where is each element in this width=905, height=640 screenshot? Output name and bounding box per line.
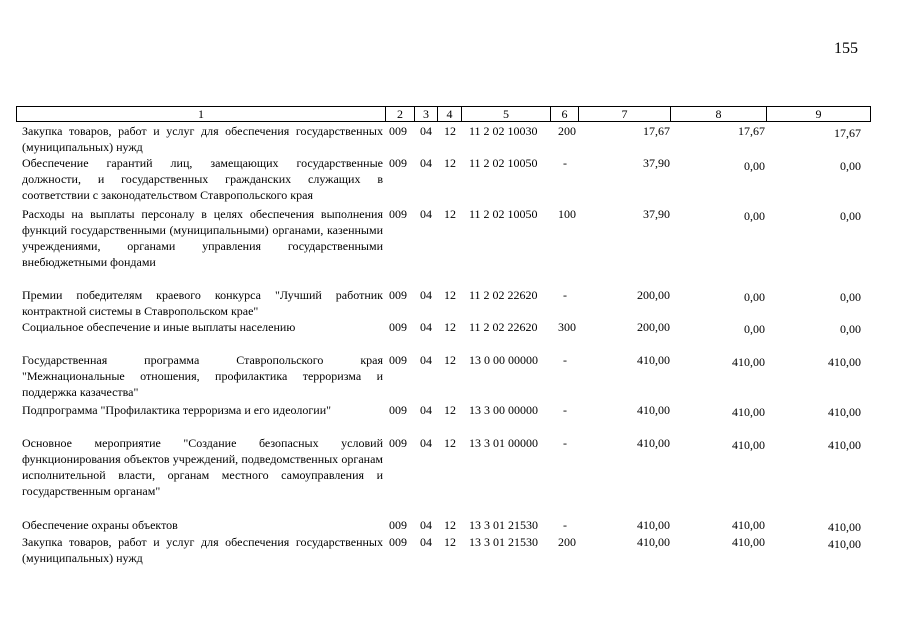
row-description: Государственная программа Ставропольского края "Межнациональные отношения, профилактика терроризма и поддержка казачества" — [22, 353, 383, 399]
row-value-col8: 0,00 — [744, 159, 765, 173]
row-expense-type: - — [563, 288, 567, 302]
page-number: 155 — [834, 40, 858, 57]
row-description: Закупка товаров, работ и услуг для обеспечения государственных (муниципальных) нужд — [22, 124, 383, 154]
row-value-col7: 37,90 — [643, 207, 670, 221]
row-value-col8: 0,00 — [744, 209, 765, 223]
header-col-9: 9 — [766, 106, 871, 122]
row-section: 04 — [420, 207, 432, 221]
row-expense-type: 200 — [558, 535, 576, 549]
row-value-col7: 200,00 — [637, 320, 670, 334]
row-code: 009 — [389, 403, 407, 417]
header-col-6: 6 — [550, 106, 579, 122]
row-value-col8: 410,00 — [732, 405, 765, 419]
row-value-col7: 410,00 — [637, 535, 670, 549]
row-value-col7: 410,00 — [637, 353, 670, 367]
row-article: 11 2 02 10050 — [469, 207, 538, 221]
row-description: Подпрограмма "Профилактика терроризма и его идеологии" — [22, 403, 332, 417]
row-section: 04 — [420, 156, 432, 170]
row-subsection: 12 — [444, 156, 456, 170]
row-value-col8: 410,00 — [732, 438, 765, 452]
header-col-2: 2 — [385, 106, 415, 122]
header-col-7: 7 — [578, 106, 671, 122]
row-article: 11 2 02 22620 — [469, 320, 538, 334]
row-value-col9: 0,00 — [840, 322, 861, 336]
row-section: 04 — [420, 288, 432, 302]
row-subsection: 12 — [444, 124, 456, 138]
row-value-col9: 410,00 — [828, 537, 861, 551]
row-section: 04 — [420, 124, 432, 138]
row-description: Основное мероприятие "Создание безопасных условий функционирования объектов учреждений, подведомственных органам исполнительной власти, органам местного самоуправления и государственным органам" — [22, 436, 383, 498]
row-section: 04 — [420, 353, 432, 367]
row-value-col9: 410,00 — [828, 438, 861, 452]
row-value-col9: 410,00 — [828, 405, 861, 419]
row-description: Закупка товаров, работ и услуг для обеспечения государственных (муниципальных) нужд — [22, 535, 383, 565]
header-col-4: 4 — [437, 106, 462, 122]
row-description: Расходы на выплаты персоналу в целях обеспечения выполнения функций государственными (муниципальными) органами, казенными учреждениями, органами управления государственными внебюджетными фондами — [22, 207, 383, 269]
header-col-8: 8 — [670, 106, 767, 122]
row-article: 11 2 02 10050 — [469, 156, 538, 170]
row-article: 13 3 01 21530 — [469, 518, 538, 532]
row-value-col9: 0,00 — [840, 159, 861, 173]
row-code: 009 — [389, 518, 407, 532]
row-value-col8: 410,00 — [732, 535, 765, 549]
row-value-col9: 410,00 — [828, 355, 861, 369]
row-article: 13 3 01 00000 — [469, 436, 538, 450]
row-value-col8: 410,00 — [732, 518, 765, 532]
row-description: Социальное обеспечение и иные выплаты населению — [22, 320, 296, 334]
header-col-5: 5 — [461, 106, 551, 122]
row-article: 11 2 02 10030 — [469, 124, 538, 138]
row-code: 009 — [389, 124, 407, 138]
row-expense-type: - — [563, 518, 567, 532]
row-expense-type: - — [563, 353, 567, 367]
row-value-col8: 0,00 — [744, 290, 765, 304]
row-subsection: 12 — [444, 320, 456, 334]
header-col-1: 1 — [16, 106, 386, 122]
row-code: 009 — [389, 436, 407, 450]
row-expense-type: - — [563, 436, 567, 450]
row-description: Обеспечение гарантий лиц, замещающих государственные должности, и государственных гражданских служащих в соответствии с законодательством Ставропольского края — [22, 156, 383, 202]
row-subsection: 12 — [444, 353, 456, 367]
row-value-col7: 200,00 — [637, 288, 670, 302]
row-value-col8: 0,00 — [744, 322, 765, 336]
row-value-col9: 0,00 — [840, 209, 861, 223]
row-expense-type: 200 — [558, 124, 576, 138]
row-subsection: 12 — [444, 288, 456, 302]
row-subsection: 12 — [444, 518, 456, 532]
row-article: 13 3 00 00000 — [469, 403, 538, 417]
row-expense-type: 100 — [558, 207, 576, 221]
row-value-col7: 17,67 — [643, 124, 670, 138]
row-value-col8: 410,00 — [732, 355, 765, 369]
row-code: 009 — [389, 535, 407, 549]
row-subsection: 12 — [444, 436, 456, 450]
row-article: 11 2 02 22620 — [469, 288, 538, 302]
row-expense-type: - — [563, 403, 567, 417]
header-col-3: 3 — [414, 106, 438, 122]
row-section: 04 — [420, 535, 432, 549]
row-expense-type: 300 — [558, 320, 576, 334]
row-code: 009 — [389, 353, 407, 367]
row-description: Премии победителям краевого конкурса "Лучший работник контрактной системы в Ставропольском крае" — [22, 288, 383, 318]
row-value-col7: 410,00 — [637, 403, 670, 417]
row-value-col8: 17,67 — [738, 124, 765, 138]
row-article: 13 3 01 21530 — [469, 535, 538, 549]
row-code: 009 — [389, 207, 407, 221]
row-section: 04 — [420, 320, 432, 334]
row-value-col9: 410,00 — [828, 520, 861, 534]
row-subsection: 12 — [444, 403, 456, 417]
row-subsection: 12 — [444, 535, 456, 549]
row-code: 009 — [389, 288, 407, 302]
row-value-col9: 17,67 — [834, 126, 861, 140]
row-expense-type: - — [563, 156, 567, 170]
row-subsection: 12 — [444, 207, 456, 221]
row-value-col7: 410,00 — [637, 436, 670, 450]
row-section: 04 — [420, 518, 432, 532]
row-code: 009 — [389, 156, 407, 170]
row-section: 04 — [420, 436, 432, 450]
row-article: 13 0 00 00000 — [469, 353, 538, 367]
row-description: Обеспечение охраны объектов — [22, 518, 178, 532]
row-value-col9: 0,00 — [840, 290, 861, 304]
row-section: 04 — [420, 403, 432, 417]
row-code: 009 — [389, 320, 407, 334]
row-value-col7: 410,00 — [637, 518, 670, 532]
row-value-col7: 37,90 — [643, 156, 670, 170]
